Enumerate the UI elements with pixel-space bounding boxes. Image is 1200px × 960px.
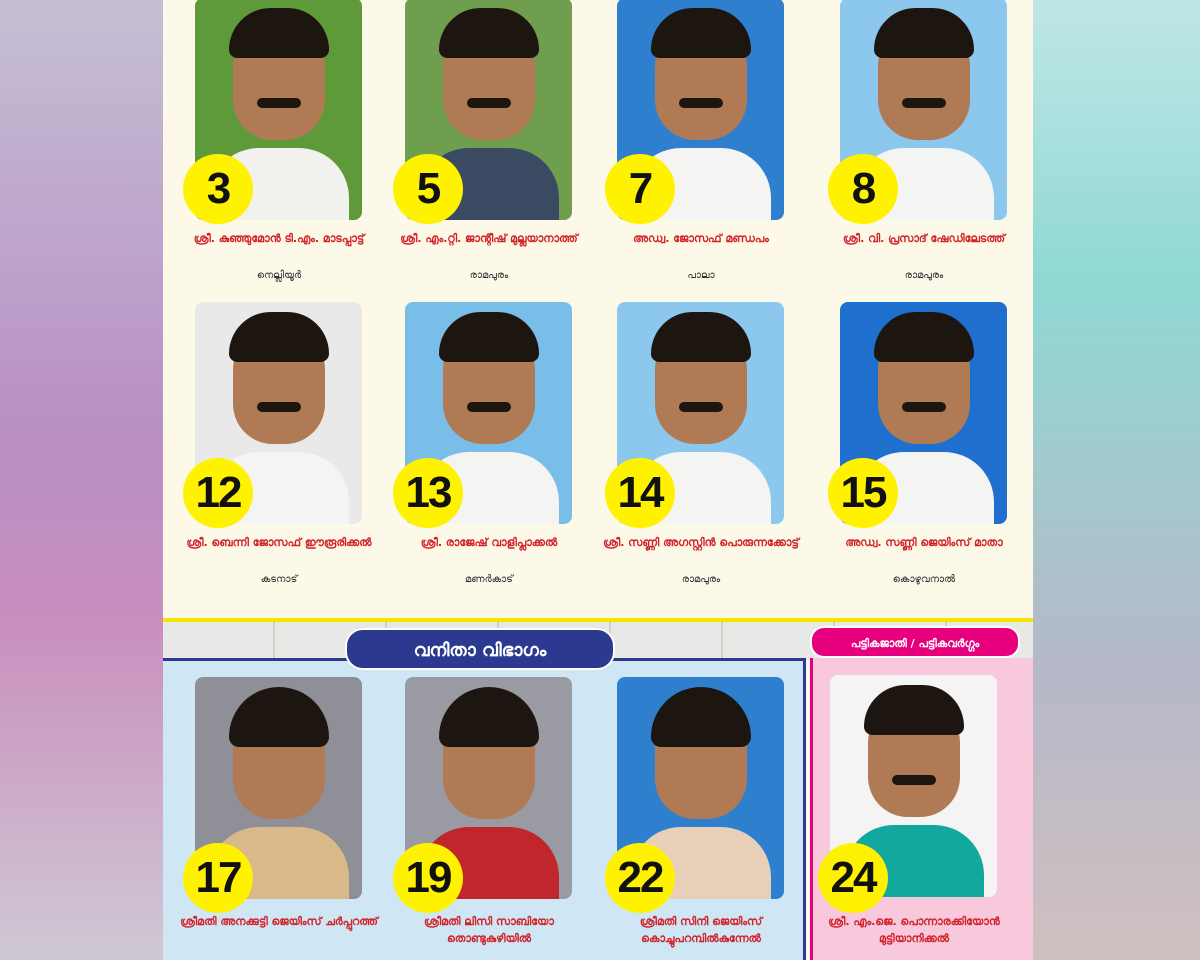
candidate-number-badge: 12	[183, 458, 253, 528]
hair	[874, 8, 974, 58]
mustache	[902, 402, 946, 412]
candidate-place: രാമപുരം	[681, 574, 721, 585]
candidate-name: ശ്രീമതി സിനി ജെയിംസ് കൊച്ചുപറമ്പിൽകുന്നേൽ	[639, 915, 763, 945]
candidate-number-badge: 13	[393, 458, 463, 528]
mustache	[467, 402, 511, 412]
mustache	[257, 98, 301, 108]
candidate-number-badge: 7	[605, 154, 675, 224]
hair	[874, 312, 974, 362]
hair	[439, 687, 539, 747]
candidate-number-badge: 17	[183, 843, 253, 913]
blurred-background-right	[1033, 0, 1200, 960]
candidate-place: നെല്ലിയൂർ	[256, 270, 302, 281]
candidate-number-badge: 24	[818, 843, 888, 913]
candidate-name: ശ്രീ. സണ്ണി അഗസ്റ്റിൻ പൊരുന്നക്കോട്ട്	[603, 536, 799, 549]
mustache	[892, 775, 936, 785]
hair	[229, 8, 329, 58]
hair	[439, 312, 539, 362]
candidate-place: രാമപുരം	[904, 270, 944, 281]
candidate-name: ശ്രീമതി ലിസി സാബിയോ തൊണ്ടുകുഴിയിൽ	[424, 915, 554, 945]
hair	[651, 687, 751, 747]
candidate-number-badge: 8	[828, 154, 898, 224]
sc-st-section-title: പട്ടികജാതി / പട്ടികവർഗ്ഗം	[810, 626, 1020, 658]
women-section-title: വനിതാ വിഭാഗം	[345, 628, 615, 670]
candidate-place: മണർകാട്	[465, 574, 513, 585]
candidate-poster	[163, 0, 1033, 960]
hair	[439, 8, 539, 58]
candidate-name: ശ്രീ. എം.റ്റി. ജാന്റീഷ് മുല്ലയാനാത്ത്	[400, 232, 578, 245]
candidate-place: കൊഴുവനാൽ	[892, 574, 956, 585]
candidate-name: ശ്രീ. കുഞ്ഞുമോൻ ടി.എം. മാടപ്പാട്ട്	[193, 232, 365, 245]
hair	[229, 312, 329, 362]
hair	[229, 687, 329, 747]
hair	[864, 685, 964, 735]
mustache	[679, 402, 723, 412]
candidate-name: ശ്രീ. രാജേഷ് വാളിപ്ലാക്കൽ	[420, 536, 558, 549]
candidate-number-badge: 22	[605, 843, 675, 913]
candidate-name: ശ്രീ. ബെന്നി ജോസഫ് ഈരൂരിക്കൽ	[186, 536, 372, 549]
candidate-name: ശ്രീ. വി. പ്രസാദ് ഷേഡിലേടത്ത്	[842, 232, 1006, 245]
candidate-place: കടനാട്	[260, 574, 298, 585]
candidate-number-badge: 5	[393, 154, 463, 224]
candidate-name: അഡ്വ. ജോസഫ് മണ്ഡപം	[633, 232, 769, 245]
mustache	[467, 98, 511, 108]
candidate-place: രാമപുരം	[469, 270, 509, 281]
candidate-place: പാലാ	[687, 270, 715, 281]
candidate-number-badge: 3	[183, 154, 253, 224]
candidate-name: ശ്രീമതി അനക്കുട്ടി ജെയിംസ് ചർപ്പുറത്ത്	[180, 915, 378, 928]
candidate-name: അഡ്വ. സണ്ണി ജെയിംസ് മാതാ	[845, 536, 1003, 549]
blurred-background-left	[0, 0, 163, 960]
mustache	[257, 402, 301, 412]
candidate-number-badge: 15	[828, 458, 898, 528]
hair	[651, 312, 751, 362]
hair	[651, 8, 751, 58]
mustache	[679, 98, 723, 108]
candidate-number-badge: 14	[605, 458, 675, 528]
mustache	[902, 98, 946, 108]
candidate-number-badge: 19	[393, 843, 463, 913]
candidate-name: ശ്രീ. എം.ജെ. പൊന്നാരക്കിയോൻ മുട്ടിയാനിക്കൽ	[828, 915, 1000, 945]
